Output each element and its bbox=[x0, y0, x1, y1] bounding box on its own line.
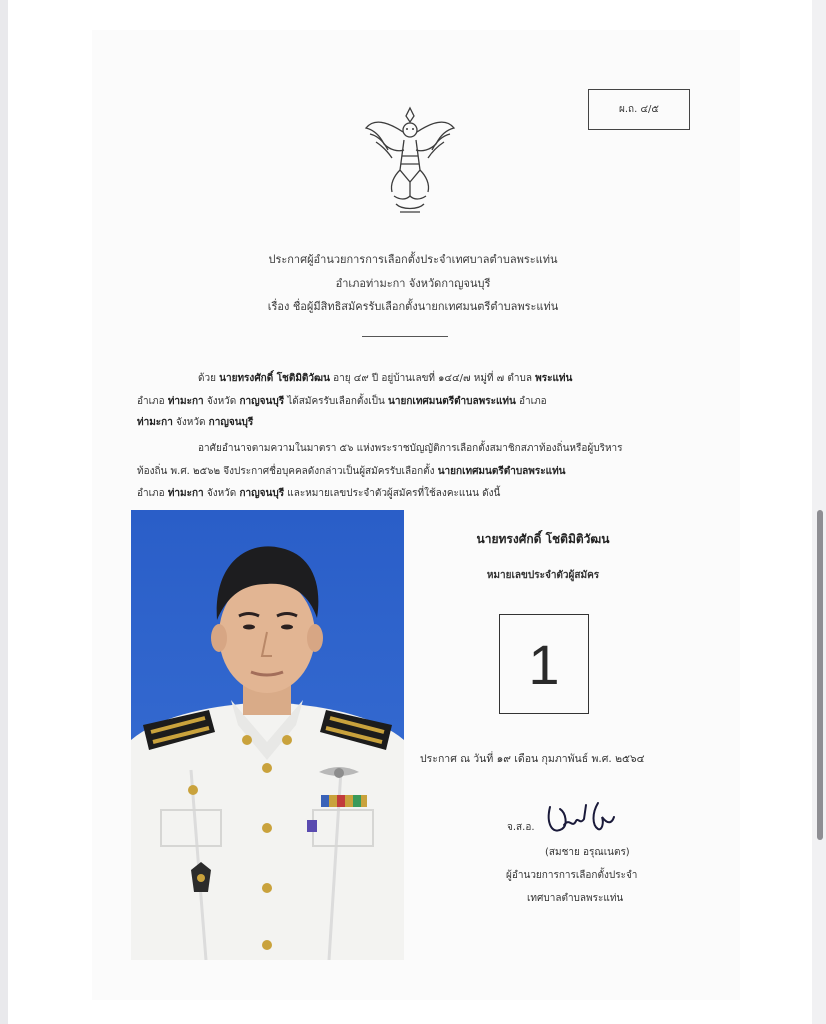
handwritten-signature bbox=[542, 795, 618, 841]
signer-title-line1: ผู้อำนวยการการเลือกตั้งประจำ bbox=[506, 870, 638, 881]
paragraph2-line3: อำเภอ ท่ามะกา จังหวัด กาญจนบุรี และหมายเลขประจำตัวผู้สมัครที่ใช้ลงคะแนน ดังนี้ bbox=[137, 488, 501, 499]
candidate-name: นายทรงศักดิ์ โชติมิติวัฒน bbox=[476, 532, 610, 546]
paragraph1-line2: อำเภอ ท่ามะกา จังหวัด กาญจนบุรี ได้สมัครรับเลือกตั้งเป็น นายกเทศมนตรีตำบลพระแท่น อำเภอ bbox=[137, 396, 547, 407]
viewer-left-edge bbox=[0, 0, 8, 1024]
vertical-scrollbar-thumb[interactable] bbox=[817, 510, 823, 840]
paragraph1-line3: ท่ามะกา จังหวัด กาญจนบุรี bbox=[137, 417, 254, 428]
paragraph1-line1: ด้วย นายทรงศักดิ์ โชติมิติวัฒน อายุ ๔๙ ปี อยู่บ้านเลขที่ ๑๔๔/๗ หมู่ที่ ๗ ตำบล พระแท่น bbox=[198, 373, 573, 384]
candidate-photo bbox=[131, 510, 404, 960]
garuda-emblem-icon bbox=[360, 100, 460, 220]
header-divider bbox=[362, 336, 448, 337]
header-subject-line: เรื่อง ชื่อผู้มีสิทธิสมัครรับเลือกตั้งนายกเทศมนตรีตำบลพระแท่น bbox=[267, 300, 559, 313]
candidate-number-box bbox=[499, 614, 589, 714]
candidate-number: 1 bbox=[528, 632, 560, 696]
candidate-portrait-image bbox=[131, 510, 404, 960]
candidate-number-label: หมายเลขประจำตัวผู้สมัคร bbox=[486, 570, 600, 581]
applicant-name: นายทรงศักดิ์ โชติมิติวัฒน bbox=[219, 373, 330, 384]
header-line-1: ประกาศผู้อำนวยการการเลือกตั้งประจำเทศบาลตำบลพระแท่น bbox=[268, 253, 558, 266]
announcement-date: ประกาศ ณ วันที่ ๑๙ เดือน กุมภาพันธ์ พ.ศ. ๒๕๖๔ bbox=[420, 753, 645, 765]
form-code-box bbox=[588, 89, 690, 130]
header-line-2: อำเภอท่ามะกา จังหวัดกาญจนบุรี bbox=[335, 277, 491, 290]
signer-rank: จ.ส.อ. bbox=[507, 822, 535, 833]
signer-name: (สมชาย อรุณเนตร) bbox=[545, 847, 630, 858]
paragraph2-line2: ท้องถิ่น พ.ศ. ๒๕๖๒ จึงประกาศชื่อบุคคลดังกล่าวเป็นผู้สมัครรับเลือกตั้ง นายกเทศมนตรีตำบลพระแท่น bbox=[137, 466, 566, 477]
signer-title-line2: เทศบาลตำบลพระแท่น bbox=[527, 893, 624, 904]
paragraph2-line1: อาศัยอำนาจตามความในมาตรา ๕๖ แห่งพระราชบัญญัติการเลือกตั้งสมาชิกสภาท้องถิ่นหรือผู้บริหาร bbox=[198, 443, 623, 454]
form-code-text: ผ.ถ. ๔/๕ bbox=[619, 104, 659, 115]
